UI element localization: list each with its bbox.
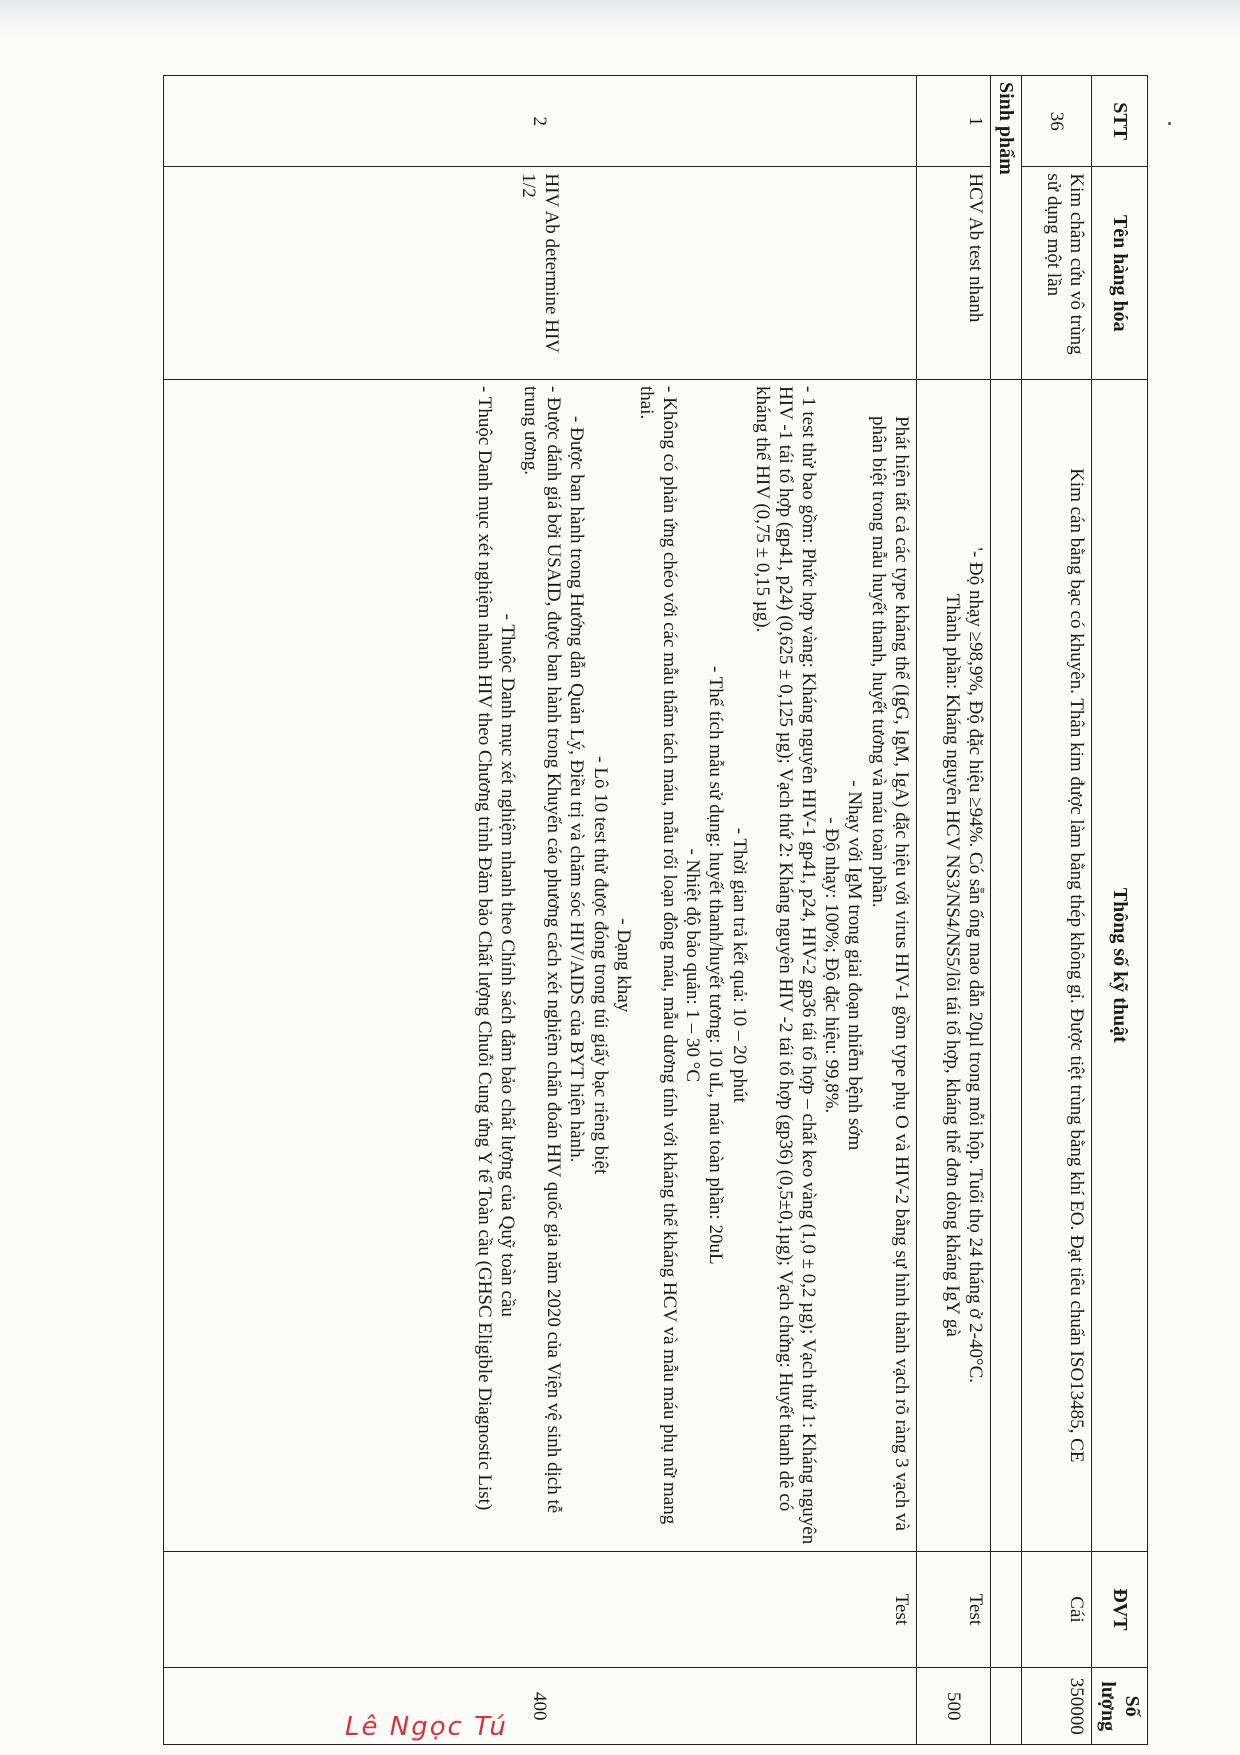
cell-dvt: Test (916, 1551, 990, 1668)
spec-line: Phát hiện tất cả các type kháng thể (IgG, IgM, IgA) đặc hiệu với virus HIV-1 gồm type phụ O và HIV-2 bằng sự hình thành vạch rõ ràng 3 vạch và phân biệt trong mẫu huyết thanh, huyết tương và máu toàn phần. (867, 416, 912, 1531)
section-empty (990, 1551, 1021, 1668)
header-name: Tên hàng hóa (1092, 167, 1148, 380)
rotated-spec-table-wrapper (163, 75, 1148, 1745)
spec-line: - Thuộc Danh mục xét nghiệm nhanh theo Chính sách đảm bảo chất lượng của Quỹ toàn cầu (496, 613, 518, 1317)
scan-speck (1168, 122, 1171, 125)
cell-spec (916, 380, 990, 1551)
spec-line: - Thuộc Danh mục xét nghiệm nhanh HIV theo Chương trình Đảm bảo Chất lượng Chuỗi Cung ứng Y tế Toàn cầu (GHSC Eligible Diagnostic List) (473, 386, 495, 1511)
spec-line: - Được đánh giá bởi USAID, được ban hành trong Khuyến cáo phương cách xét nghiệm chẩn đoán HIV quốc gia năm 2020 của Viện vệ sinh dịch tễ trung ương. (520, 386, 565, 1514)
section-empty (990, 1668, 1021, 1745)
spec-line: - Không có phản ứng chéo với các mẫu thẩm tách máu, mẫu rối loạn đông máu, mẫu dương tính với kháng thể kháng HCV và mẫu máu phụ nữ mang thai. (635, 386, 681, 1525)
spec-line: - Độ nhạy: 100%; Độ đặc hiệu: 99,8%. (821, 817, 843, 1114)
cell-dvt: Cái (1022, 1551, 1092, 1668)
spec-line: - Nhạy với IgM trong giai đoạn nhiễm bệnh sớm (844, 780, 866, 1151)
header-dvt: ĐVT (1092, 1551, 1148, 1668)
handwritten-signature: Lê Ngọc Tú (345, 1712, 508, 1742)
cell-spec: Kim cán bằng bạc có khuyên. Thân kim được làm bằng thép không gỉ. Được tiệt trùng bằng khí EO. Đạt tiêu chuẩn ISO13485, CE (1022, 380, 1092, 1551)
technical-spec-table (163, 75, 1148, 1745)
section-label: Sinh phẩm (990, 76, 1021, 380)
section-row (990, 76, 1021, 1745)
header-spec: Thông số kỹ thuật (1092, 380, 1148, 1551)
header-stt: STT (1092, 76, 1148, 167)
spec-line: '- Độ nhạy ≥98,9%, Độ đặc hiệu ≥94%. Có sẵn ống mao dẫn 20µl trong mỗi hộp. Tuổi thọ 24 tháng ở 2-40°C. (964, 547, 986, 1384)
cell-stt: 1 (916, 76, 990, 167)
table-row (916, 76, 990, 1745)
cell-stt: 36 (1022, 76, 1092, 167)
table-row (1022, 76, 1092, 1745)
scan-top-edge (0, 0, 1240, 36)
spec-line: - Nhiệt độ bảo quản: 1 – 30 °C (682, 848, 704, 1082)
spec-line: - Lô 10 test thử được đóng trong túi giấy bạc riêng biệt (589, 756, 611, 1175)
section-empty (990, 380, 1021, 1551)
cell-qty: 500 (916, 1668, 990, 1745)
header-qty: Số lượng (1092, 1668, 1148, 1745)
spec-line: - Thời gian trả kết quả: 10 – 20 phút (728, 827, 750, 1103)
spec-line: - 1 test thử bao gồm: Phức hợp vàng: Kháng nguyên HIV-1 gp41, p24, HIV-2 gp36 tái tổ hợp – chất keo vàng (1,0 ± 0,2 µg); Vạch thứ 1: Kháng nguyên HIV -1 tái tổ hợp (gp41, p24) (0,625 ± 0,125 µg); Vạch thứ 2: Kháng nguyên HIV -2 tái tổ hợp (gp36) (0,5±0,1µg); Vạch chứng: Huyết thanh dê có kháng thể HIV (0,75 ± 0,15 µg). (751, 386, 820, 1545)
table-row (164, 76, 917, 1745)
spec-line: - Được ban hành trong Hướng dẫn Quản Lý, Điều trị và chăm sóc HIV/AIDS của BYT hiện hành. (566, 416, 588, 1163)
cell-qty: 350000 (1022, 1668, 1092, 1745)
spec-line: Thành phần: Kháng nguyên HCV NS3/NS4/NS5/lõi tái tổ hợp, kháng thể đơn dòng kháng IgY gà (941, 593, 963, 1337)
cell-name: HIV Ab determine HIV 1/2 (164, 167, 917, 380)
cell-dvt: Test (164, 1551, 917, 1668)
spec-line: - Thể tích mẫu sử dụng: huyết thanh/huyết tương: 10 uL, máu toàn phần: 20uL (705, 665, 727, 1265)
cell-stt: 2 (164, 76, 917, 167)
header-row (1092, 76, 1148, 1745)
cell-qty: 400 (164, 1668, 917, 1745)
spec-line: - Dạng khay (612, 918, 634, 1013)
cell-name: HCV Ab test nhanh (916, 167, 990, 380)
cell-spec (164, 380, 917, 1551)
cell-name: Kim châm cứu vô trùng sử dụng một lần (1022, 167, 1092, 380)
